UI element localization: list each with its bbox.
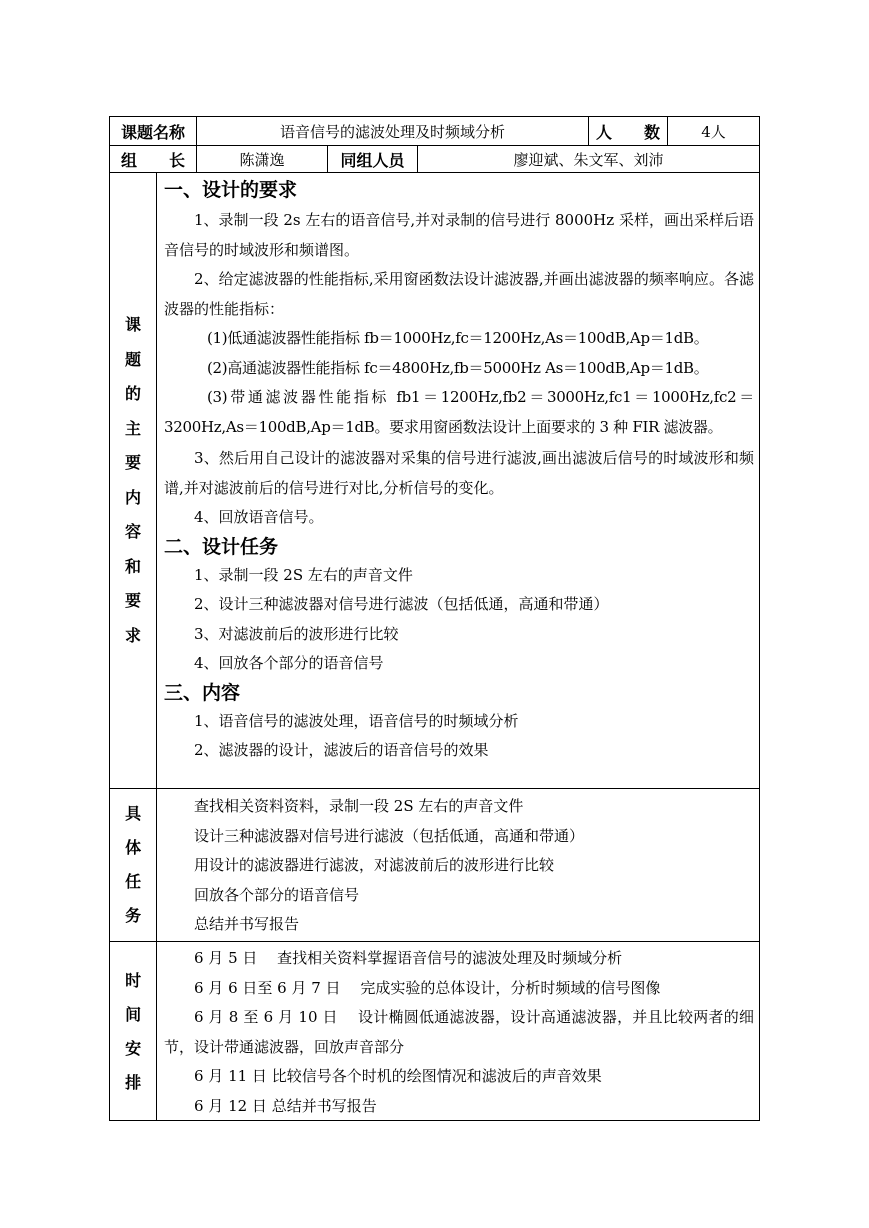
label-char: 的 [124,384,141,403]
leader-label: 组 长 [120,150,185,170]
label-char: 时 [125,970,141,990]
content-item: 1、语音信号的滤波处理，语音信号的时频域分析 [194,711,519,730]
schedule-item: 6 月 12 日 总结并书写报告 [194,1096,377,1115]
row-divider [109,941,760,942]
heading-design-tasks: 二、设计任务 [164,535,279,558]
paragraph: 4、回放语音信号。 [194,508,324,526]
content-item: 2、滤波器的设计，滤波后的语音信号的效果 [194,741,489,759]
list-item: 回放各个部分的语音信号 [194,885,360,904]
filter-spec-lowpass: (1)低通滤波器性能指标 fb＝1000Hz,fc＝1200Hz,As＝100dB,Ap＝1dB。 [207,329,709,347]
schedule-item: 6 月 11 日 比较信号各个时机的绘图情况和滤波后的声音效果 [194,1067,602,1085]
schedule-item: 6 月 6 日至 6 月 7 日 完成实验的总体设计，分析时频域的信号图像 [194,978,661,997]
count-label: 人 数 [595,122,660,142]
list-item: 用设计的滤波器进行滤波，对滤波前后的波形进行比较 [194,856,555,874]
schedule-content [164,944,754,1121]
tasks-content [194,792,784,940]
paragraph: 2、给定滤波器的性能指标,采用窗函数法设计滤波器,并画出滤波器的频率响应。各滤波器的性能指标： [164,270,754,318]
count-value: 4人 [701,122,726,141]
list-item: 查找相关资料资料，录制一段 2S 左右的声音文件 [194,797,524,815]
requirements-content [164,176,754,766]
label-char: 任 [125,872,141,891]
section-label-requirements [110,173,156,788]
heading-content: 三、内容 [164,681,241,704]
schedule-item: 6 月 8 至 6 月 10 日 设计椭圆低通滤波器，设计高通滤波器，并且比较两者的细节，设计带通滤波器，回放声音部分 [164,1008,754,1056]
label-char: 要 [124,453,141,472]
label-char: 求 [124,625,141,645]
section-label-schedule [110,942,156,1121]
label-char: 务 [125,906,141,925]
label-char: 容 [124,522,141,541]
section-label-tasks [110,789,156,941]
list-item: 设计三种滤波器对信号进行滤波（包括低通，高通和带通） [194,826,585,845]
label-char: 和 [124,556,141,576]
leader-value: 陈潇逸 [239,150,285,169]
label-char: 主 [124,418,141,438]
members-label: 同组人员 [340,150,405,170]
label-char: 间 [125,1004,141,1024]
label-char: 排 [125,1072,141,1092]
task-item: 1、录制一段 2S 左右的声音文件 [194,565,413,584]
task-item: 4、回放各个部分的语音信号 [194,654,384,672]
schedule-item: 6 月 5 日 查找相关资料掌握语音信号的滤波处理及时频域分析 [194,949,623,967]
label-char: 课 [124,315,141,334]
topic-label: 课题名称 [120,122,185,142]
paragraph: 3、然后用自己设计的滤波器对采集的信号进行滤波,画出滤波后信号的时域波形和频谱,并对滤波前后的信号进行对比,分析信号的变化。 [164,449,754,497]
paragraph: 1、录制一段 2s 左右的语音信号,并对录制的信号进行 8000Hz 采样，画出采样后语音信号的时域波形和频谱图。 [164,211,754,259]
task-item: 2、设计三种滤波器对信号进行滤波（包括低通，高通和带通） [194,595,609,613]
row-divider [109,172,760,173]
topic-value: 语音信号的滤波处理及时频域分析 [279,122,505,141]
heading-design-requirements: 一、设计的要求 [164,179,298,201]
members-value: 廖迎斌、朱文军、刘沛 [513,150,664,169]
label-char: 内 [124,487,141,507]
label-char: 题 [124,349,141,369]
filter-spec-bandpass: (3)带通滤波器性能指标 fb1＝1200Hz,fb2＝3000Hz,fc1＝1000Hz,fc2＝3200Hz,As＝100dB,Ap＝1dB。要求用窗函数法设计上面要求的 3 种 FIR 滤波器。 [164,388,754,436]
row-divider [109,788,760,789]
label-char: 安 [125,1038,141,1058]
col-divider [156,172,157,1121]
filter-spec-highpass: (2)高通滤波器性能指标 fc＝4800Hz,fb＝5000Hz As＝100dB,Ap＝1dB。 [207,358,709,377]
label-char: 具 [125,804,141,823]
list-item: 总结并书写报告 [194,915,300,933]
label-char: 体 [125,838,141,857]
task-item: 3、对滤波前后的波形进行比较 [194,624,399,643]
label-char: 要 [124,591,141,610]
